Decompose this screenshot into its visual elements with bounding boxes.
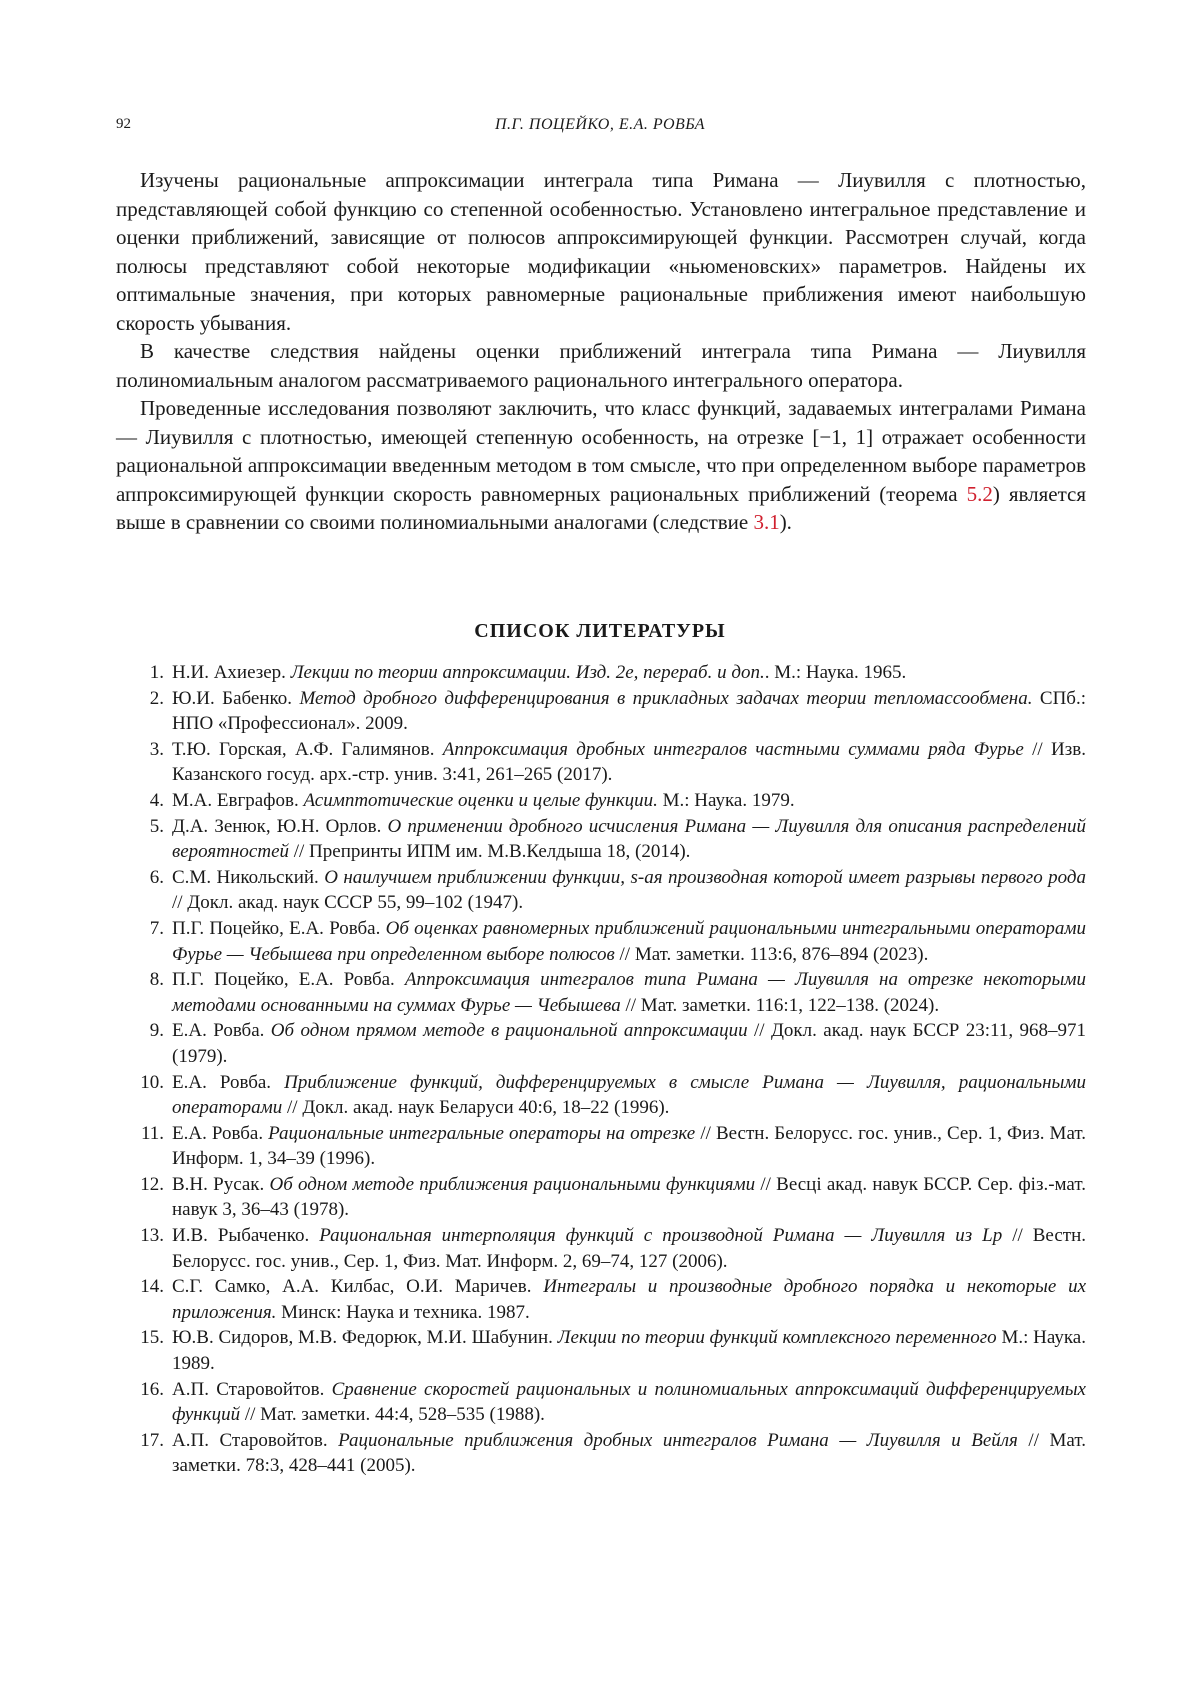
reference-number: 3. <box>149 738 164 760</box>
abstract-paragraph-2: В качестве следствия найдены оценки приближений интеграла типа Римана — Лиувилля полиномиальным аналогом рассматриваемого рационального интегрального оператора. <box>116 339 1086 392</box>
reference-title: Об одном прямом методе в рациональной аппроксимации <box>270 1020 748 1042</box>
reference-number: 15. <box>140 1327 164 1349</box>
reference-authors: Е.А. Ровба. <box>172 1122 269 1144</box>
reference-title: Аппроксимация дробных интегралов частными суммами ряда Фурье <box>442 738 1024 760</box>
reference-title: Об одном методе приближения рациональными функциями <box>269 1173 756 1195</box>
reference-title: Асимптотические оценки и целые функции. <box>303 789 658 811</box>
corollary-link[interactable]: 3.1 <box>753 510 780 534</box>
reference-item <box>116 1070 1086 1121</box>
reference-title: Рациональные интегральные операторы на отрезке <box>268 1122 696 1144</box>
reference-title: Сравнение скоростей рациональных и полиномиальных аппроксимаций дифференцируемых функций <box>172 1378 1086 1426</box>
reference-text <box>172 967 1086 1018</box>
reference-text <box>172 1070 1086 1121</box>
reference-source: // Изв. Казанского госуд. арх.-стр. унив. 3:41, 261–265 (2017). <box>172 738 1086 786</box>
reference-source: // Весцi акад. навук БССР. Сер. фiз.-мат. навук 3, 36–43 (1978). <box>172 1173 1086 1221</box>
reference-authors: Ю.И. Бабенко. <box>172 687 300 709</box>
reference-text <box>172 737 1086 788</box>
reference-number: 1. <box>149 662 164 683</box>
reference-number: 17. <box>140 1429 164 1451</box>
reference-number: 13. <box>140 1225 164 1247</box>
abstract-p3-text-b: ) является выше в сравнении со своими полиномиальными аналогами (следствие <box>116 481 1086 534</box>
reference-item <box>116 660 1086 686</box>
reference-text <box>172 1223 1086 1274</box>
reference-authors: А.П. Старовойтов. <box>172 1378 332 1400</box>
reference-item <box>116 916 1086 967</box>
reference-authors: В.Н. Русак. <box>172 1173 270 1195</box>
reference-source: Минск: Наука и техника. 1987. <box>276 1301 530 1323</box>
reference-source: // Вестн. Белорусс. гос. унив., Сер. 1, Физ. Мат. Информ. 2, 69–74, 127 (2006). <box>172 1225 1086 1272</box>
reference-source: М.: Наука. 1979. <box>657 789 795 811</box>
reference-list <box>116 660 1086 1479</box>
reference-source: // Докл. акад. наук БССР 23:11, 968–971 (1979). <box>172 1020 1086 1067</box>
reference-item <box>116 1377 1086 1428</box>
reference-title: Об оценках равномерных приближений рациональными интегральными операторами Фурье — Чебышева при определенном выборе полюсов <box>172 917 1086 965</box>
reference-item <box>116 1018 1086 1069</box>
abstract-section <box>116 166 1086 537</box>
reference-authors: А.П. Старовойтов. <box>172 1429 339 1451</box>
reference-item <box>116 1172 1086 1223</box>
reference-item <box>116 1121 1086 1172</box>
reference-source: // Мат. заметки. 44:4, 528–535 (1988). <box>240 1404 545 1426</box>
reference-text <box>172 788 1086 814</box>
reference-title: О наилучшем приближении функции, s-ая производная которой имеет разрывы первого рода <box>324 866 1086 888</box>
reference-title: Лекции по теории аппроксимации. Изд. 2е, перераб. и доп. <box>290 662 765 683</box>
reference-authors: Е.А. Ровба. <box>172 1020 271 1042</box>
reference-item <box>116 686 1086 737</box>
reference-source: М.: Наука. 1989. <box>172 1327 1086 1375</box>
reference-item <box>116 865 1086 916</box>
reference-text <box>172 686 1086 737</box>
reference-authors: Е.А. Ровба. <box>172 1071 285 1093</box>
abstract-paragraph-1: Изучены рациональные аппроксимации интеграла типа Римана — Лиувилля с плотностью, представляющей собой функцию со степенной особенностью. Установлено интегральное представление и оценки приближений, зависящие от полюсов аппроксимирующей функции. Рассмотрен случай, когда полюсы представляют собой некоторые модификации «ньюменовских» параметров. Найдены их оптимальные значения, при которых равномерные рациональные приближения имеют наибольшую скорость убывания. <box>116 168 1086 335</box>
reference-text <box>172 1172 1086 1223</box>
abstract-p3-text-a: Проведенные исследования позволяют заключить, что класс функций, задаваемых интегралами Римана — Лиувилля с плотностью, имеющей степенную особенность, на отрезке [−1, 1] отражает особенности рациональной аппроксимации введенным методом в том смысле, что при определенном выборе параметров аппроксимирующей функции скорость равномерных рациональных приближений (теорема <box>116 396 1086 506</box>
reference-text <box>172 916 1086 967</box>
reference-item <box>116 1223 1086 1274</box>
reference-title: Рациональные приближения дробных интегралов Римана — Лиувилля и Вейля <box>338 1429 1018 1451</box>
reference-title: Лекции по теории функций комплексного переменного <box>557 1327 997 1349</box>
reference-authors: Д.А. Зенюк, Ю.Н. Орлов. <box>172 815 388 837</box>
reference-number: 8. <box>149 969 164 991</box>
reference-text <box>172 1018 1086 1069</box>
reference-number: 11. <box>140 1122 164 1144</box>
reference-text <box>172 1428 1086 1479</box>
reference-number: 4. <box>149 789 164 811</box>
abstract-paragraph-3 <box>116 394 1086 537</box>
reference-item <box>116 1325 1086 1376</box>
reference-number: 5. <box>149 815 164 837</box>
reference-authors: П.Г. Поцейко, Е.А. Ровба. <box>172 969 405 991</box>
reference-item <box>116 967 1086 1018</box>
reference-authors: Н.И. Ахиезер. <box>172 662 291 683</box>
reference-text <box>172 1325 1086 1376</box>
reference-number: 9. <box>149 1020 164 1042</box>
reference-authors: С.Г. Самко, А.А. Килбас, О.И. Маричев. <box>172 1276 544 1298</box>
reference-authors: Т.Ю. Горская, А.Ф. Галимянов. <box>172 738 443 760</box>
reference-item <box>116 1274 1086 1325</box>
reference-item <box>116 814 1086 865</box>
reference-number: 16. <box>140 1378 164 1400</box>
reference-item <box>116 788 1086 814</box>
reference-number: 2. <box>149 687 164 709</box>
reference-authors: Ю.В. Сидоров, М.В. Федорюк, М.И. Шабунин. <box>172 1327 558 1349</box>
reference-source: // Препринты ИПМ им. М.В.Келдыша 18, (2014). <box>289 841 691 863</box>
reference-title: Аппроксимация интегралов типа Римана — Лиувилля на отрезке некоторыми методами основанными на суммах Фурье — Чебышева <box>172 969 1087 1016</box>
reference-text <box>172 1121 1086 1172</box>
reference-number: 10. <box>140 1071 164 1093</box>
reference-source: СПб.: НПО «Профессионал». 2009. <box>172 687 1086 735</box>
reference-authors: М.А. Евграфов. <box>172 789 304 811</box>
reference-source: // Мат. заметки. 116:1, 122–138. (2024). <box>620 994 940 1016</box>
reference-source: // Докл. акад. наук Беларуси 40:6, 18–22 (1996). <box>282 1097 670 1119</box>
references-title: СПИСОК ЛИТЕРАТУРЫ <box>474 620 726 642</box>
reference-title: Интегралы и производные дробного порядка и некоторые их приложения. <box>172 1276 1086 1323</box>
reference-number: 7. <box>149 917 164 939</box>
reference-source: . М.: Наука. 1965. <box>764 662 907 683</box>
reference-source: // Мат. заметки. 113:6, 876–894 (2023). <box>614 943 929 965</box>
reference-title: Рациональная интерполяция функций с производной Римана — Лиувилля из Lp <box>319 1225 1003 1247</box>
reference-title: Метод дробного дифференцирования в прикладных задачах теории тепломассообмена. <box>299 687 1033 709</box>
reference-source: // Докл. акад. наук СССР 55, 99–102 (1947). <box>172 892 524 914</box>
reference-authors: П.Г. Поцейко, Е.А. Ровба. <box>172 917 386 939</box>
reference-text <box>172 865 1086 916</box>
reference-item <box>116 1428 1086 1479</box>
reference-number: 12. <box>140 1173 164 1195</box>
reference-number: 6. <box>149 866 164 888</box>
reference-text <box>172 814 1086 865</box>
reference-source: // Мат. заметки. 78:3, 428–441 (2005). <box>172 1429 1086 1477</box>
reference-text <box>172 1274 1086 1325</box>
running-head: П.Г. ПОЦЕЙКО, Е.А. РОВБА <box>494 116 706 133</box>
reference-authors: С.М. Никольский. <box>172 866 325 888</box>
reference-number: 14. <box>140 1276 164 1298</box>
reference-text <box>172 1377 1086 1428</box>
page-number: 92 <box>116 116 131 132</box>
reference-source: // Вестн. Белорусс. гос. унив., Сер. 1, Физ. Мат. Информ. 1, 34–39 (1996). <box>172 1122 1087 1170</box>
reference-authors: И.В. Рыбаченко. <box>172 1225 320 1247</box>
reference-title: Приближение функций, дифференцируемых в смысле Римана — Лиувилля, рациональными операторами <box>172 1071 1086 1119</box>
theorem-link[interactable]: 5.2 <box>966 481 993 506</box>
reference-title: О применении дробного исчисления Римана — Лиувилля для описания распределений вероятностей <box>172 815 1086 863</box>
reference-item <box>116 737 1086 788</box>
reference-text <box>172 660 1086 686</box>
abstract-p3-text-c: ). <box>779 510 792 534</box>
